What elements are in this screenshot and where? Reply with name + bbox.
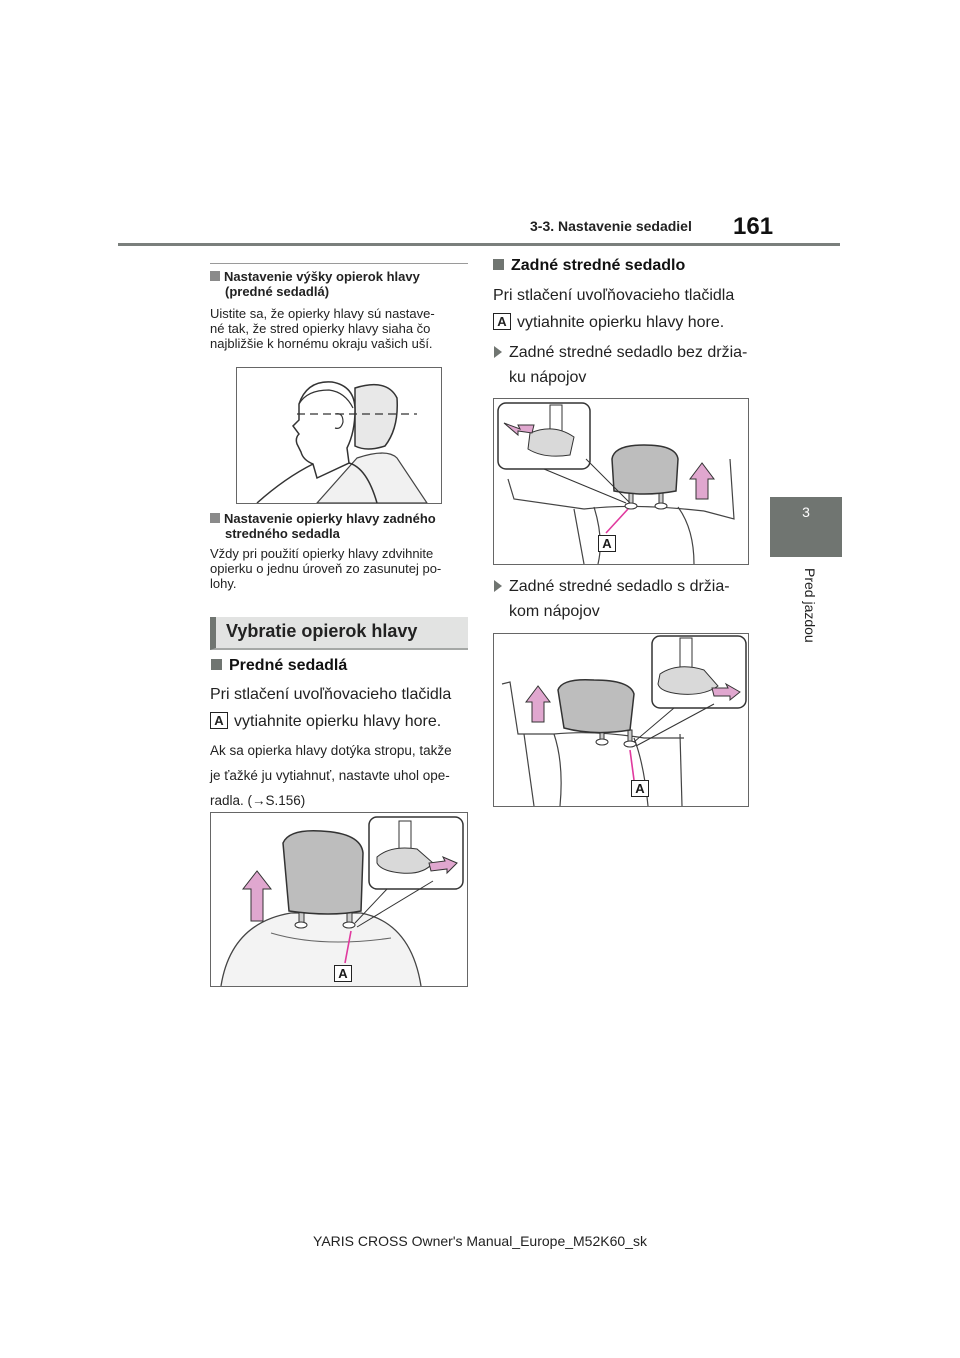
- paragraph: opierku o jednu úroveň zo zasunutej po-: [210, 561, 442, 576]
- label-a-icon: A: [493, 313, 511, 330]
- paragraph: Uistite sa, že opierky hlavy sú nastave-: [210, 306, 435, 321]
- paragraph: lohy.: [210, 576, 237, 591]
- triangle-bullet-icon: [494, 580, 502, 592]
- rear-center-no-cupholder-figure: [493, 398, 749, 565]
- square-bullet-icon: [211, 659, 222, 670]
- page-number: 161: [733, 213, 774, 240]
- note-line: Ak sa opierka hlavy dotýka stropu, takže: [210, 743, 452, 758]
- footer-text: YARIS CROSS Owner's Manual_Europe_M52K60_sk: [313, 1233, 647, 1249]
- instruction-line: A vytiahnite opierku hlavy hore.: [210, 712, 441, 731]
- subheading-height-adjust-cont: (predné sedadlá): [225, 284, 330, 299]
- chapter-number: 3: [802, 504, 810, 520]
- subheading-rear-center: Nastavenie opierky hlavy zadného: [210, 512, 436, 526]
- headrest-height-figure: [236, 367, 442, 504]
- label-a-icon: A: [598, 535, 616, 552]
- section-heading-removal: Vybratie opierok hlavy: [210, 617, 468, 650]
- bullet-without-cupholder: Zadné stredné sedadlo bez držia- ku nápojov: [509, 340, 747, 390]
- subheading-rear-center-cont: stredného sedadla: [225, 526, 340, 541]
- paragraph: Vždy pri použití opierky hlavy zdvihnite: [210, 546, 434, 561]
- chapter-tab[interactable]: [770, 497, 842, 557]
- chapter-label: Pred jazdou: [802, 568, 818, 643]
- paragraph: né tak, že stred opierky hlavy siaha čo: [210, 321, 431, 336]
- note-line: je ťažké ju vytiahnuť, nastavte uhol ope-: [210, 768, 450, 783]
- label-a-icon: A: [334, 965, 352, 982]
- heading-front-seats: Predné sedadlá: [211, 657, 347, 675]
- label-a-icon: A: [631, 780, 649, 797]
- instruction-line: A vytiahnite opierku hlavy hore.: [493, 313, 724, 332]
- paragraph: najbližšie k hornému okraju vašich uší.: [210, 336, 433, 351]
- subheading-height-adjust: Nastavenie výšky opierok hlavy: [210, 270, 420, 284]
- header-divider: [118, 243, 840, 246]
- square-bullet-icon: [210, 271, 220, 281]
- square-bullet-icon: [493, 259, 504, 270]
- instruction-line: Pri stlačení uvoľňovacieho tlačidla: [493, 287, 735, 304]
- front-headrest-removal-figure: [210, 812, 468, 987]
- divider: [210, 263, 468, 264]
- instruction-line: Pri stlačení uvoľňovacieho tlačidla: [210, 686, 452, 703]
- section-title: 3-3. Nastavenie sedadiel: [530, 218, 692, 234]
- label-a-icon: A: [210, 712, 228, 729]
- heading-rear-center-seat: Zadné stredné sedadlo: [493, 257, 685, 275]
- rear-center-cupholder-figure: [493, 633, 749, 807]
- square-bullet-icon: [210, 513, 220, 523]
- triangle-bullet-icon: [494, 346, 502, 358]
- note-line: radla. (→S.156): [210, 793, 306, 808]
- bullet-with-cupholder: Zadné stredné sedadlo s držia- kom nápojov: [509, 574, 730, 624]
